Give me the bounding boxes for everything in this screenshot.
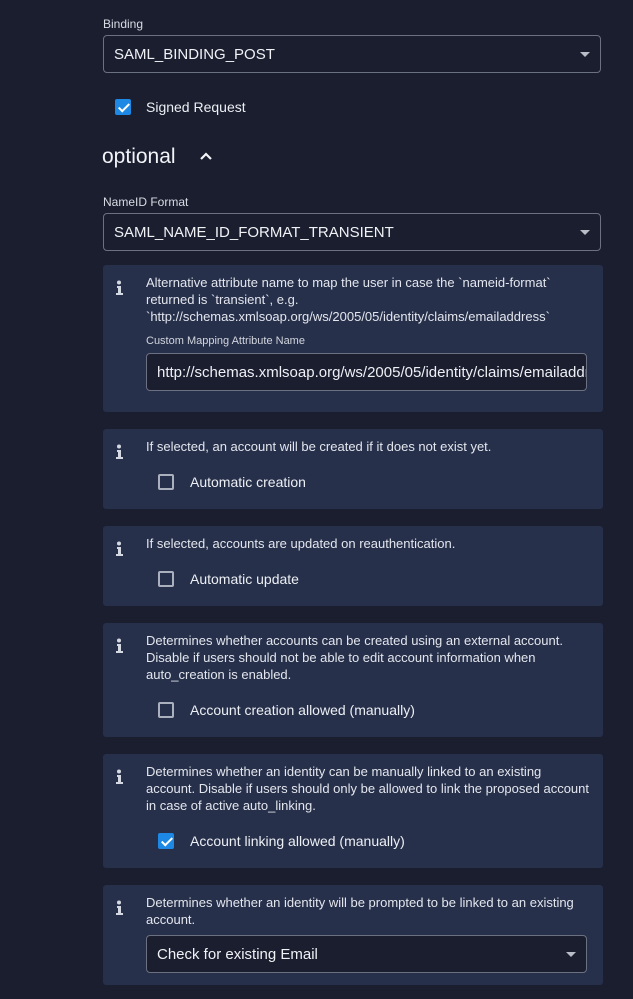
custom-mapping-card	[103, 265, 603, 412]
info-icon	[115, 280, 125, 296]
info-icon	[115, 638, 125, 654]
linking-allowed-card	[103, 754, 603, 868]
caret-down-icon	[580, 230, 590, 235]
auto-update-description: If selected, accounts are updated on reauthentication.	[146, 536, 456, 551]
info-icon	[115, 769, 125, 785]
auto-creation-card	[103, 429, 603, 509]
chevron-up-icon[interactable]	[198, 150, 214, 162]
auto-linking-card	[103, 885, 603, 985]
binding-label: Binding	[103, 17, 144, 31]
custom-mapping-input-wrapper	[146, 353, 587, 391]
nameid-format-label: NameID Format	[103, 195, 189, 209]
auto-linking-select-value: Check for existing Email	[157, 946, 318, 963]
binding-select[interactable]	[103, 35, 601, 73]
linking-allowed-checkbox[interactable]	[158, 833, 174, 849]
signed-request-label: Signed Request	[146, 99, 246, 115]
auto-creation-label: Automatic creation	[190, 474, 306, 490]
custom-mapping-input[interactable]	[157, 354, 587, 390]
custom-mapping-description: Alternative attribute name to map the user in case the `nameid-format` returned is `transient`, e.g. `http://schemas.xmlsoap.org/ws/2005/05/identity/claims/emailaddress`	[146, 275, 551, 324]
nameid-format-value: SAML_NAME_ID_FORMAT_TRANSIENT	[114, 224, 394, 241]
auto-update-card	[103, 526, 603, 606]
creation-allowed-label: Account creation allowed (manually)	[190, 702, 415, 718]
signed-request-checkbox[interactable]	[115, 99, 131, 115]
custom-mapping-field-label: Custom Mapping Attribute Name	[146, 335, 305, 347]
auto-creation-checkbox[interactable]	[158, 474, 174, 490]
auto-creation-description: If selected, an account will be created if it does not exist yet.	[146, 439, 492, 454]
caret-down-icon	[580, 52, 590, 57]
binding-select-value: SAML_BINDING_POST	[114, 46, 275, 63]
nameid-format-select[interactable]	[103, 213, 601, 251]
auto-linking-description: Determines whether an identity will be prompted to be linked to an existing account.	[146, 895, 574, 927]
auto-update-checkbox[interactable]	[158, 571, 174, 587]
creation-allowed-card	[103, 623, 603, 737]
optional-section-title: optional	[102, 145, 176, 168]
linking-allowed-description: Determines whether an identity can be manually linked to an existing account. Disable if users should only be allowed to link the proposed account in case of active auto_linking.	[146, 764, 589, 813]
auto-update-label: Automatic update	[190, 571, 299, 587]
info-icon	[115, 900, 125, 916]
info-icon	[115, 541, 125, 557]
creation-allowed-description: Determines whether accounts can be created using an external account. Disable if users should not be able to edit account information when auto_creation is enabled.	[146, 633, 563, 682]
creation-allowed-checkbox[interactable]	[158, 702, 174, 718]
caret-down-icon	[566, 952, 576, 957]
auto-linking-select[interactable]	[146, 935, 587, 973]
info-icon	[115, 444, 125, 460]
linking-allowed-label: Account linking allowed (manually)	[190, 833, 405, 849]
